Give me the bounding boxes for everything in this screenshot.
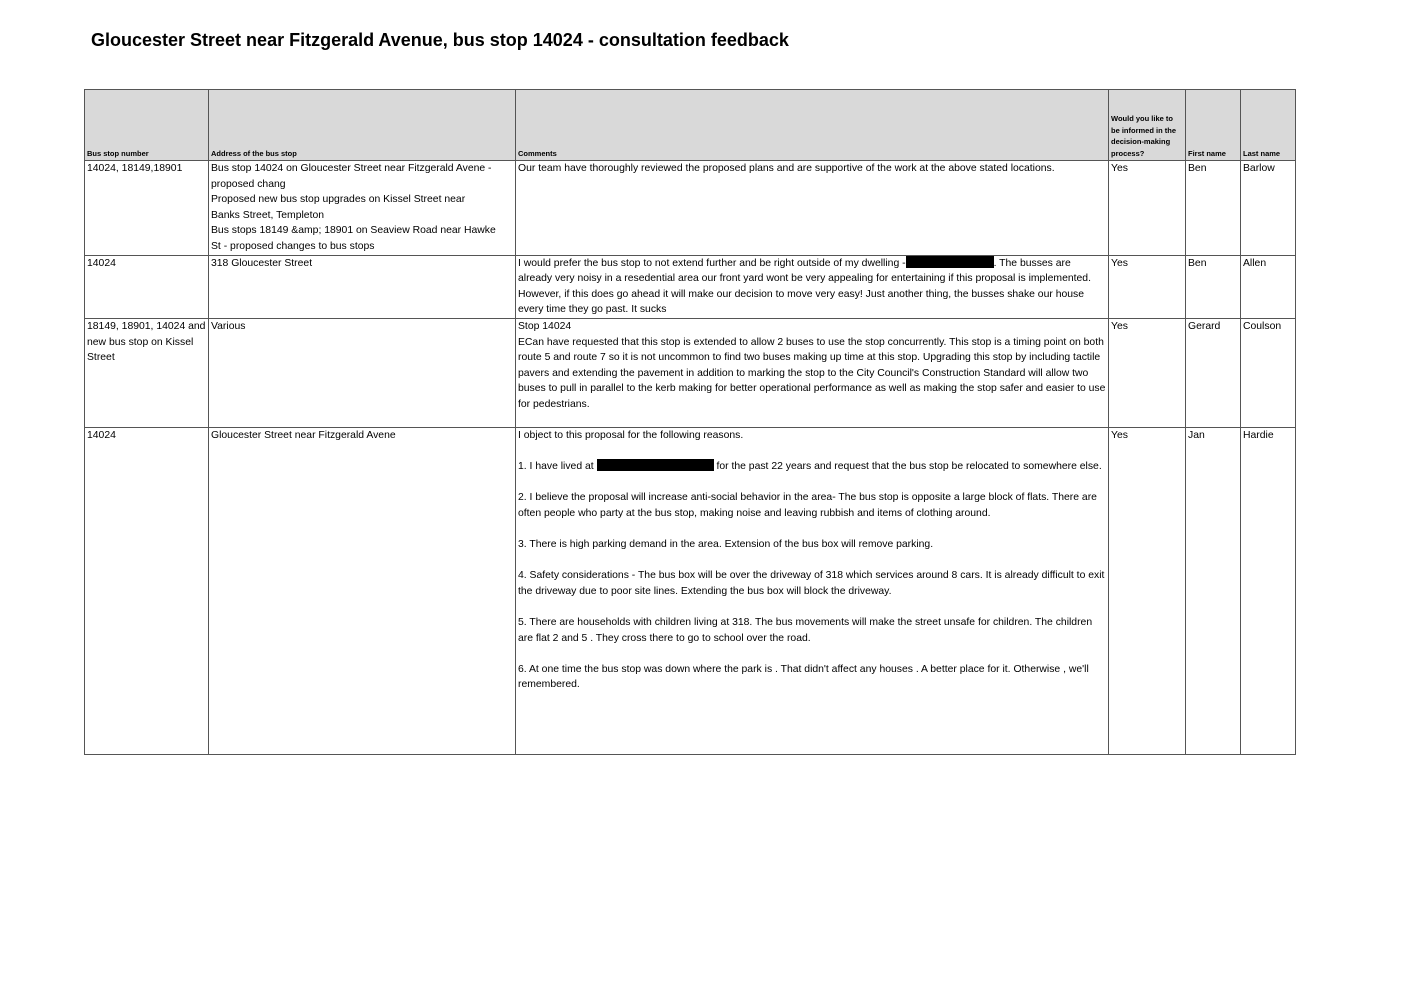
comment-paragraph: 2. I believe the proposal will increase anti-social behavior in the area- The bus stop is opposite a large block of flats. There are often people who party at the bus stop, making noise and leaving rubbish and items of clothing around. <box>518 492 1097 519</box>
comment-text: for the past 22 years and request that the bus stop be relocated to somewhere else. <box>716 461 1102 473</box>
cell-comment: Our team have thoroughly reviewed the proposed plans and are supportive of the work at the above stated locations. <box>516 161 1109 256</box>
address-line: Bus stop 14024 on Gloucester Street near Fitzgerald Avene - <box>211 163 492 174</box>
comment-text: I would prefer the bus stop to not extend further and be right outside of my dwelling - <box>518 257 906 269</box>
cell-last-name: Coulson <box>1241 318 1296 427</box>
cell-informed: Yes <box>1109 161 1186 256</box>
cell-address: Gloucester Street near Fitzgerald Avene <box>209 427 516 754</box>
comment-paragraph: 4. Safety considerations - The bus box will be over the driveway of 318 which services around 8 cars. It is already difficult to exit the driveway due to poor site lines. Extending the bus box will block the driveway. <box>518 570 1105 597</box>
address-line: St - proposed changes to bus stops <box>211 240 375 252</box>
comment-text: are already very noisy in a resedential area our front yard wont be very appealing for entertaining if this proposal is implemented. However, if this does go ahead it will make our decision to move very easy! Just another thing, the busses shake our house every time they go past. It sucks <box>518 257 1091 316</box>
table-row <box>85 161 1296 256</box>
comment-text: ECan have requested that this stop is extended to allow 2 buses to use the stop concurrently. This stop is a timing point on both route 5 and route 7 so it is not uncommon to find two buses making up time at this stop. Upgrading this stop by including tactile pavers and extending the pavement in addition to marking the stop to the City Council's Construction Standard will allow two buses to pull in parallel to the kerb making for better operational performance as well as making the stop safer and easier to use for pedestrians. <box>518 336 1106 410</box>
address-line: proposed chang <box>211 178 286 190</box>
table-header-row <box>85 90 1296 161</box>
cell-informed: Yes <box>1109 427 1186 754</box>
cell-address: Various <box>209 318 516 427</box>
comment-text: 1. I have lived at <box>518 461 594 473</box>
cell-comment <box>516 427 1109 754</box>
header-bus-stop-number: Bus stop number <box>85 90 209 161</box>
comment-paragraph: I object to this proposal for the following reasons. <box>518 429 744 441</box>
address-line: Bus stops 18149 &amp; 18901 on Seaview Road near Hawke <box>211 225 496 237</box>
redaction-bar <box>906 256 994 268</box>
cell-address <box>209 161 516 256</box>
comment-paragraph: 3. There is high parking demand in the area. Extension of the bus box will remove parking. <box>518 539 934 551</box>
cell-last-name: Hardie <box>1241 427 1296 754</box>
cell-first-name: Jan <box>1186 427 1241 754</box>
comment-paragraph: 5. There are households with children living at 318. The bus movements will make the street unsafe for children. The children are flat 2 and 5 . They cross there to go to school over the road. <box>518 617 1093 644</box>
cell-stop: 14024 <box>85 255 209 318</box>
cell-address: 318 Gloucester Street <box>209 255 516 318</box>
comment-text: . The busses <box>993 257 1053 269</box>
cell-comment <box>516 255 1109 318</box>
cell-informed: Yes <box>1109 255 1186 318</box>
table-row <box>85 255 1296 318</box>
table-row <box>85 427 1296 754</box>
cell-first-name: Gerard <box>1186 318 1241 427</box>
cell-first-name: Ben <box>1186 255 1241 318</box>
header-first-name: First name <box>1186 90 1241 161</box>
cell-stop: 18149, 18901, 14024 and new bus stop on Kissel Street <box>85 318 209 427</box>
header-last-name: Last name <box>1241 90 1296 161</box>
header-comments: Comments <box>516 90 1109 161</box>
redaction-bar <box>597 459 714 471</box>
cell-informed: Yes <box>1109 318 1186 427</box>
cell-last-name: Allen <box>1241 255 1296 318</box>
comment-paragraph: 6. At one time the bus stop was down where the park is . That didn't affect any houses . A better place for it. Otherwise , we'll remembered. <box>518 663 1089 691</box>
cell-stop: 14024, 18149,18901 <box>85 161 209 256</box>
comment-paragraph <box>518 459 1106 475</box>
cell-comment <box>516 318 1109 427</box>
cell-last-name: Barlow <box>1241 161 1296 256</box>
comment-heading: Stop 14024 <box>518 320 572 332</box>
page-title: Gloucester Street near Fitzgerald Avenue, bus stop 14024 - consultation feedback <box>91 30 789 50</box>
address-line: Proposed new bus stop upgrades on Kissel Street near <box>211 194 466 206</box>
address-line: Banks Street, Templeton <box>211 209 325 221</box>
header-informed: Would you like to be informed in the decision-making process? <box>1109 90 1186 161</box>
table-row <box>85 318 1296 427</box>
header-address: Address of the bus stop <box>209 90 516 161</box>
cell-stop: 14024 <box>85 427 209 754</box>
feedback-table <box>84 89 1296 755</box>
cell-first-name: Ben <box>1186 161 1241 256</box>
